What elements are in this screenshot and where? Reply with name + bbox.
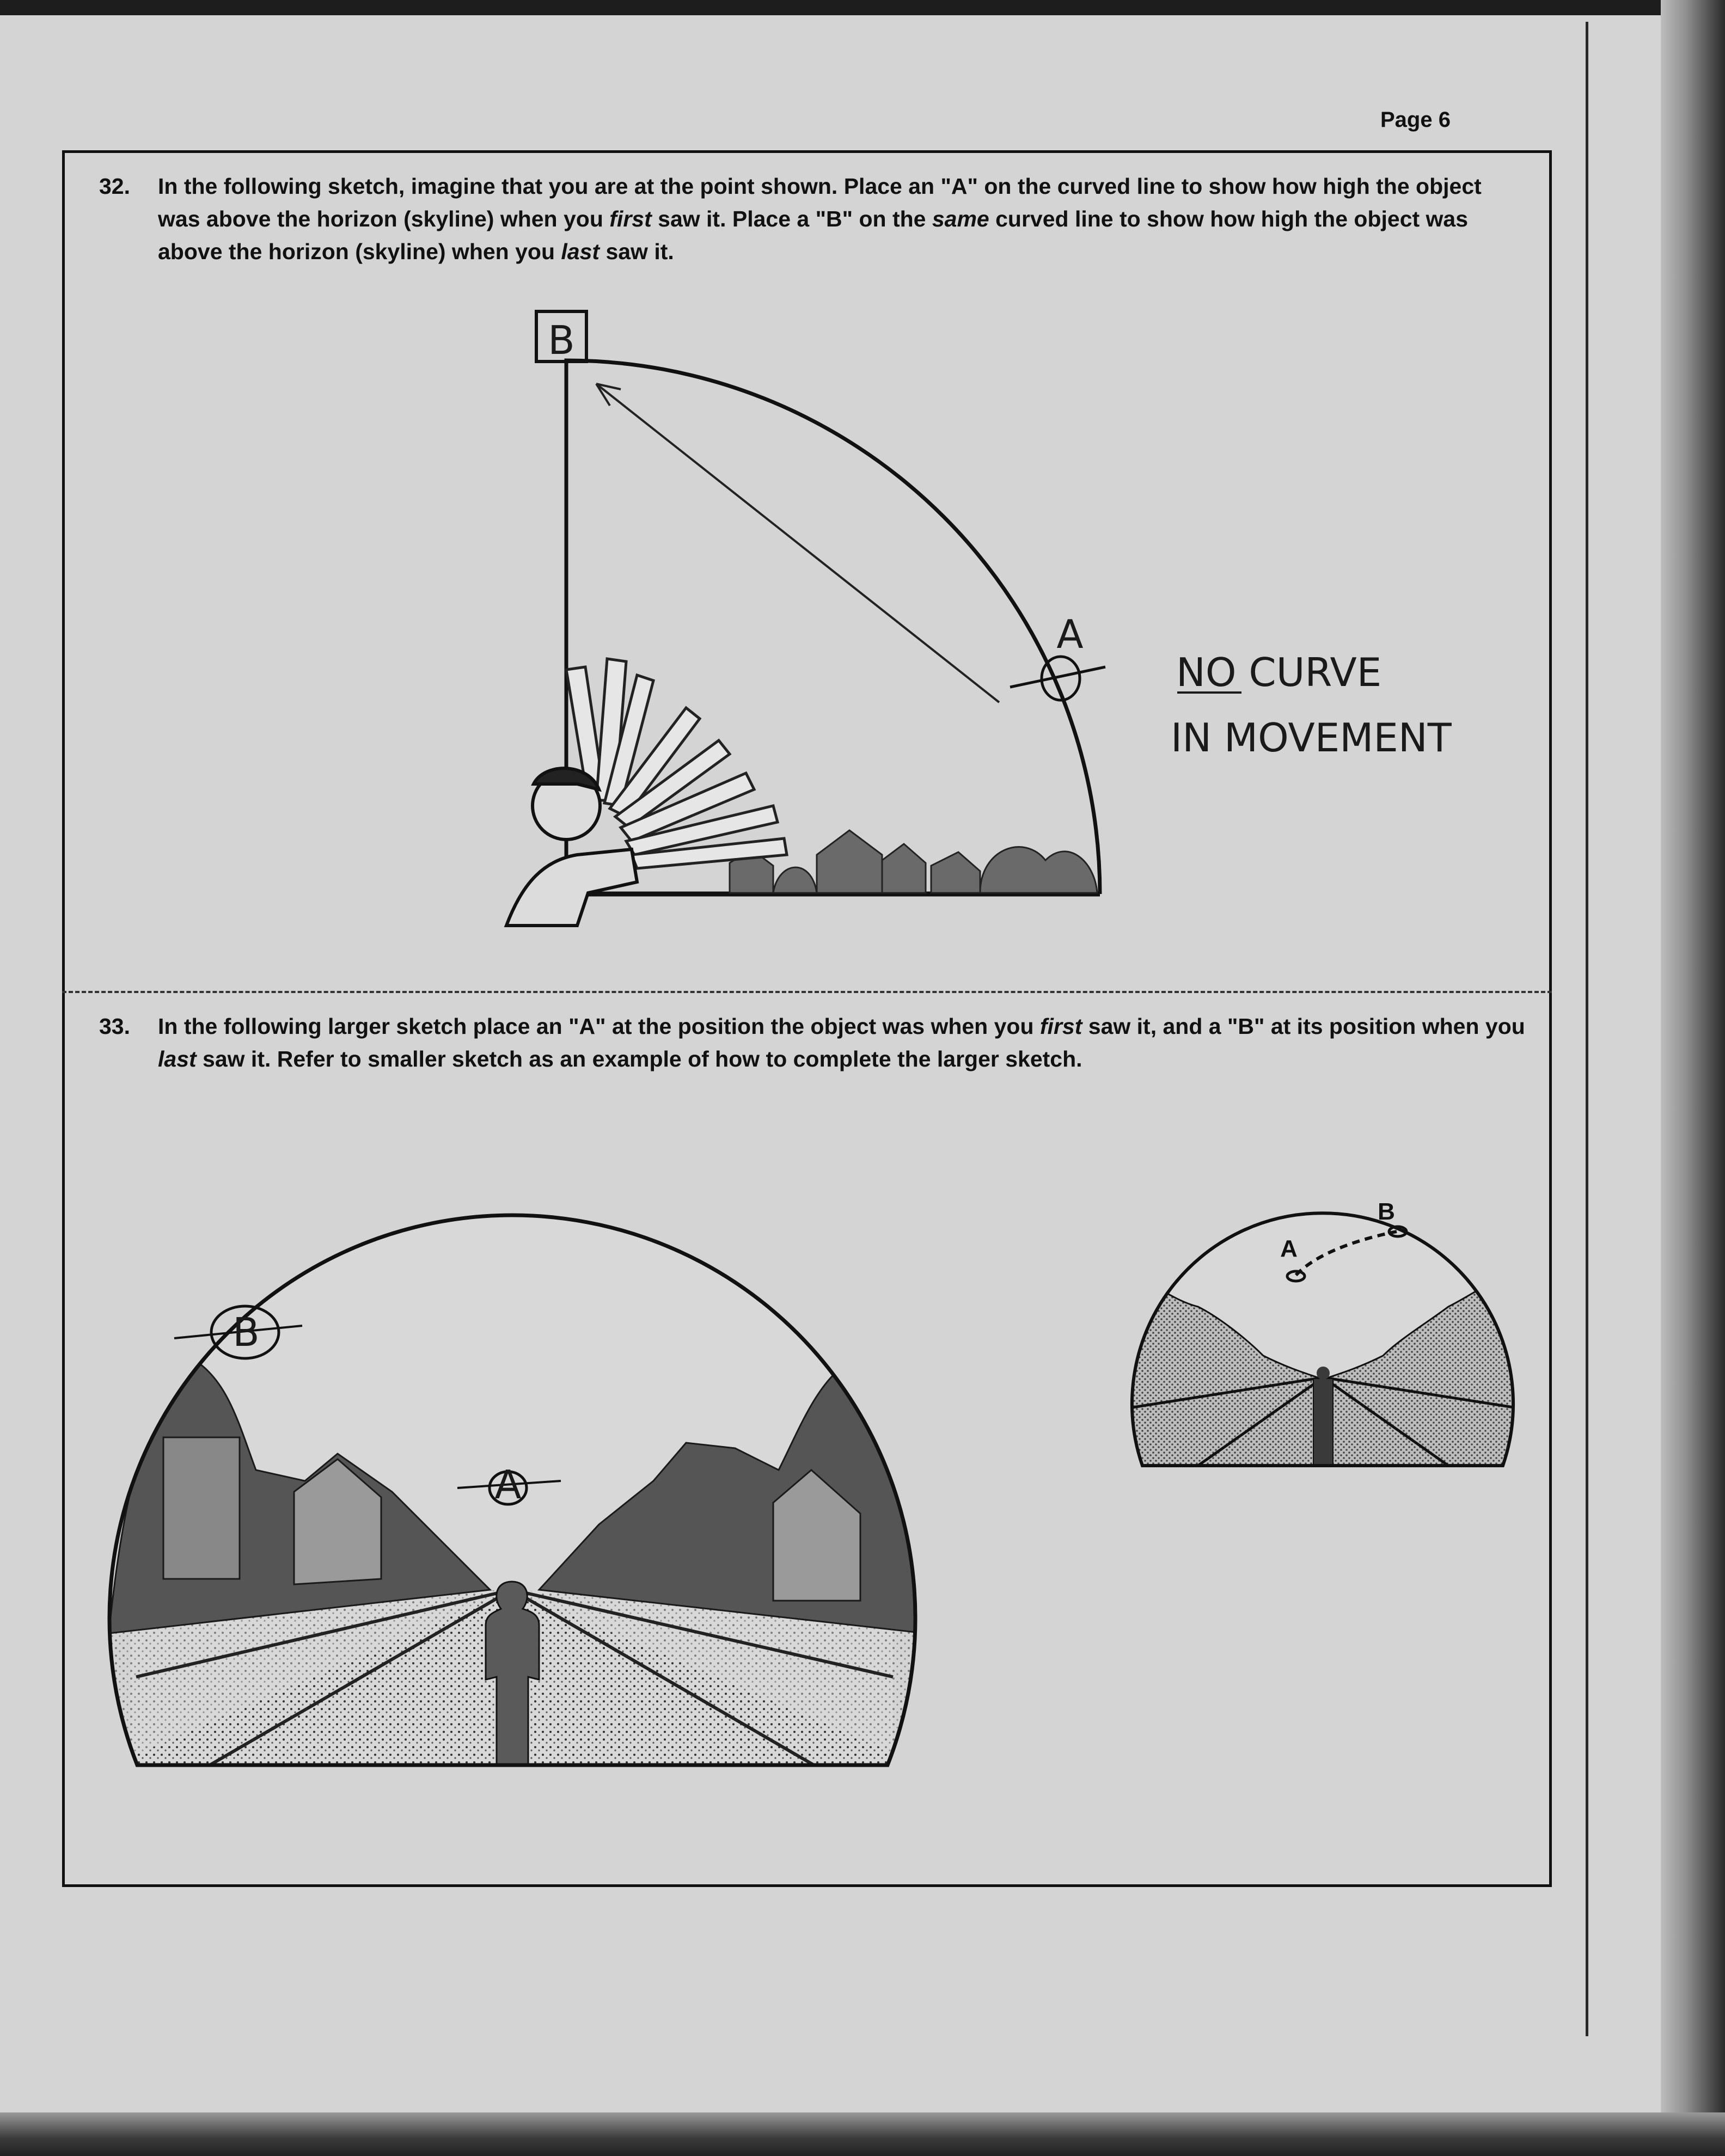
scan-edge-right [1661, 0, 1725, 2156]
handwritten-note [1171, 650, 1452, 761]
trajectory-arrow [596, 384, 999, 702]
question-text: saw it. Place a "B" on the [651, 206, 932, 231]
emphasis-first: first [609, 206, 652, 231]
example-man-head [1317, 1367, 1330, 1380]
large-mark-a: A [494, 1462, 522, 1508]
emphasis-same: same [932, 206, 989, 231]
question-text: saw it, and a "B" at its position when you [1082, 1014, 1525, 1039]
q33-example-sketch [1132, 1176, 1514, 1470]
question-text: saw it. Refer to smaller sketch as an example of how to complete the larger sketch. [196, 1046, 1082, 1071]
question-text: curved line to show how high the object was above the horizon (skyline) when you [158, 206, 1469, 264]
emphasis-last: last [561, 239, 600, 264]
question-text: In the following larger sketch place an "A" at the position the object was when you [158, 1014, 1040, 1039]
pointing-arms [566, 659, 787, 868]
emphasis-first: first [1039, 1014, 1082, 1039]
example-label-a: A [1280, 1235, 1298, 1262]
emphasis-last: last [158, 1046, 197, 1071]
q32-arc-sketch [506, 311, 1105, 926]
page-number: Page 6 [1380, 108, 1451, 132]
q33-large-sketch [109, 1176, 926, 1769]
mark-a: A [1056, 611, 1084, 657]
example-label-b: B [1378, 1198, 1395, 1225]
note-line-2: IN MOVEMENT [1171, 715, 1452, 761]
question-number: 33. [99, 1014, 130, 1039]
question-number: 32. [99, 174, 130, 199]
large-mark-b: B [233, 1309, 260, 1355]
question-text: In the following sketch, imagine that you are at the point shown. Place an "A" on the curved line to show how high the object was above the horizon (skyline) when you [158, 174, 1482, 231]
question-text: saw it. [600, 239, 674, 264]
note-line-1: NO CURVE [1176, 650, 1382, 695]
mark-b: B [548, 317, 575, 363]
example-man [1313, 1379, 1333, 1466]
